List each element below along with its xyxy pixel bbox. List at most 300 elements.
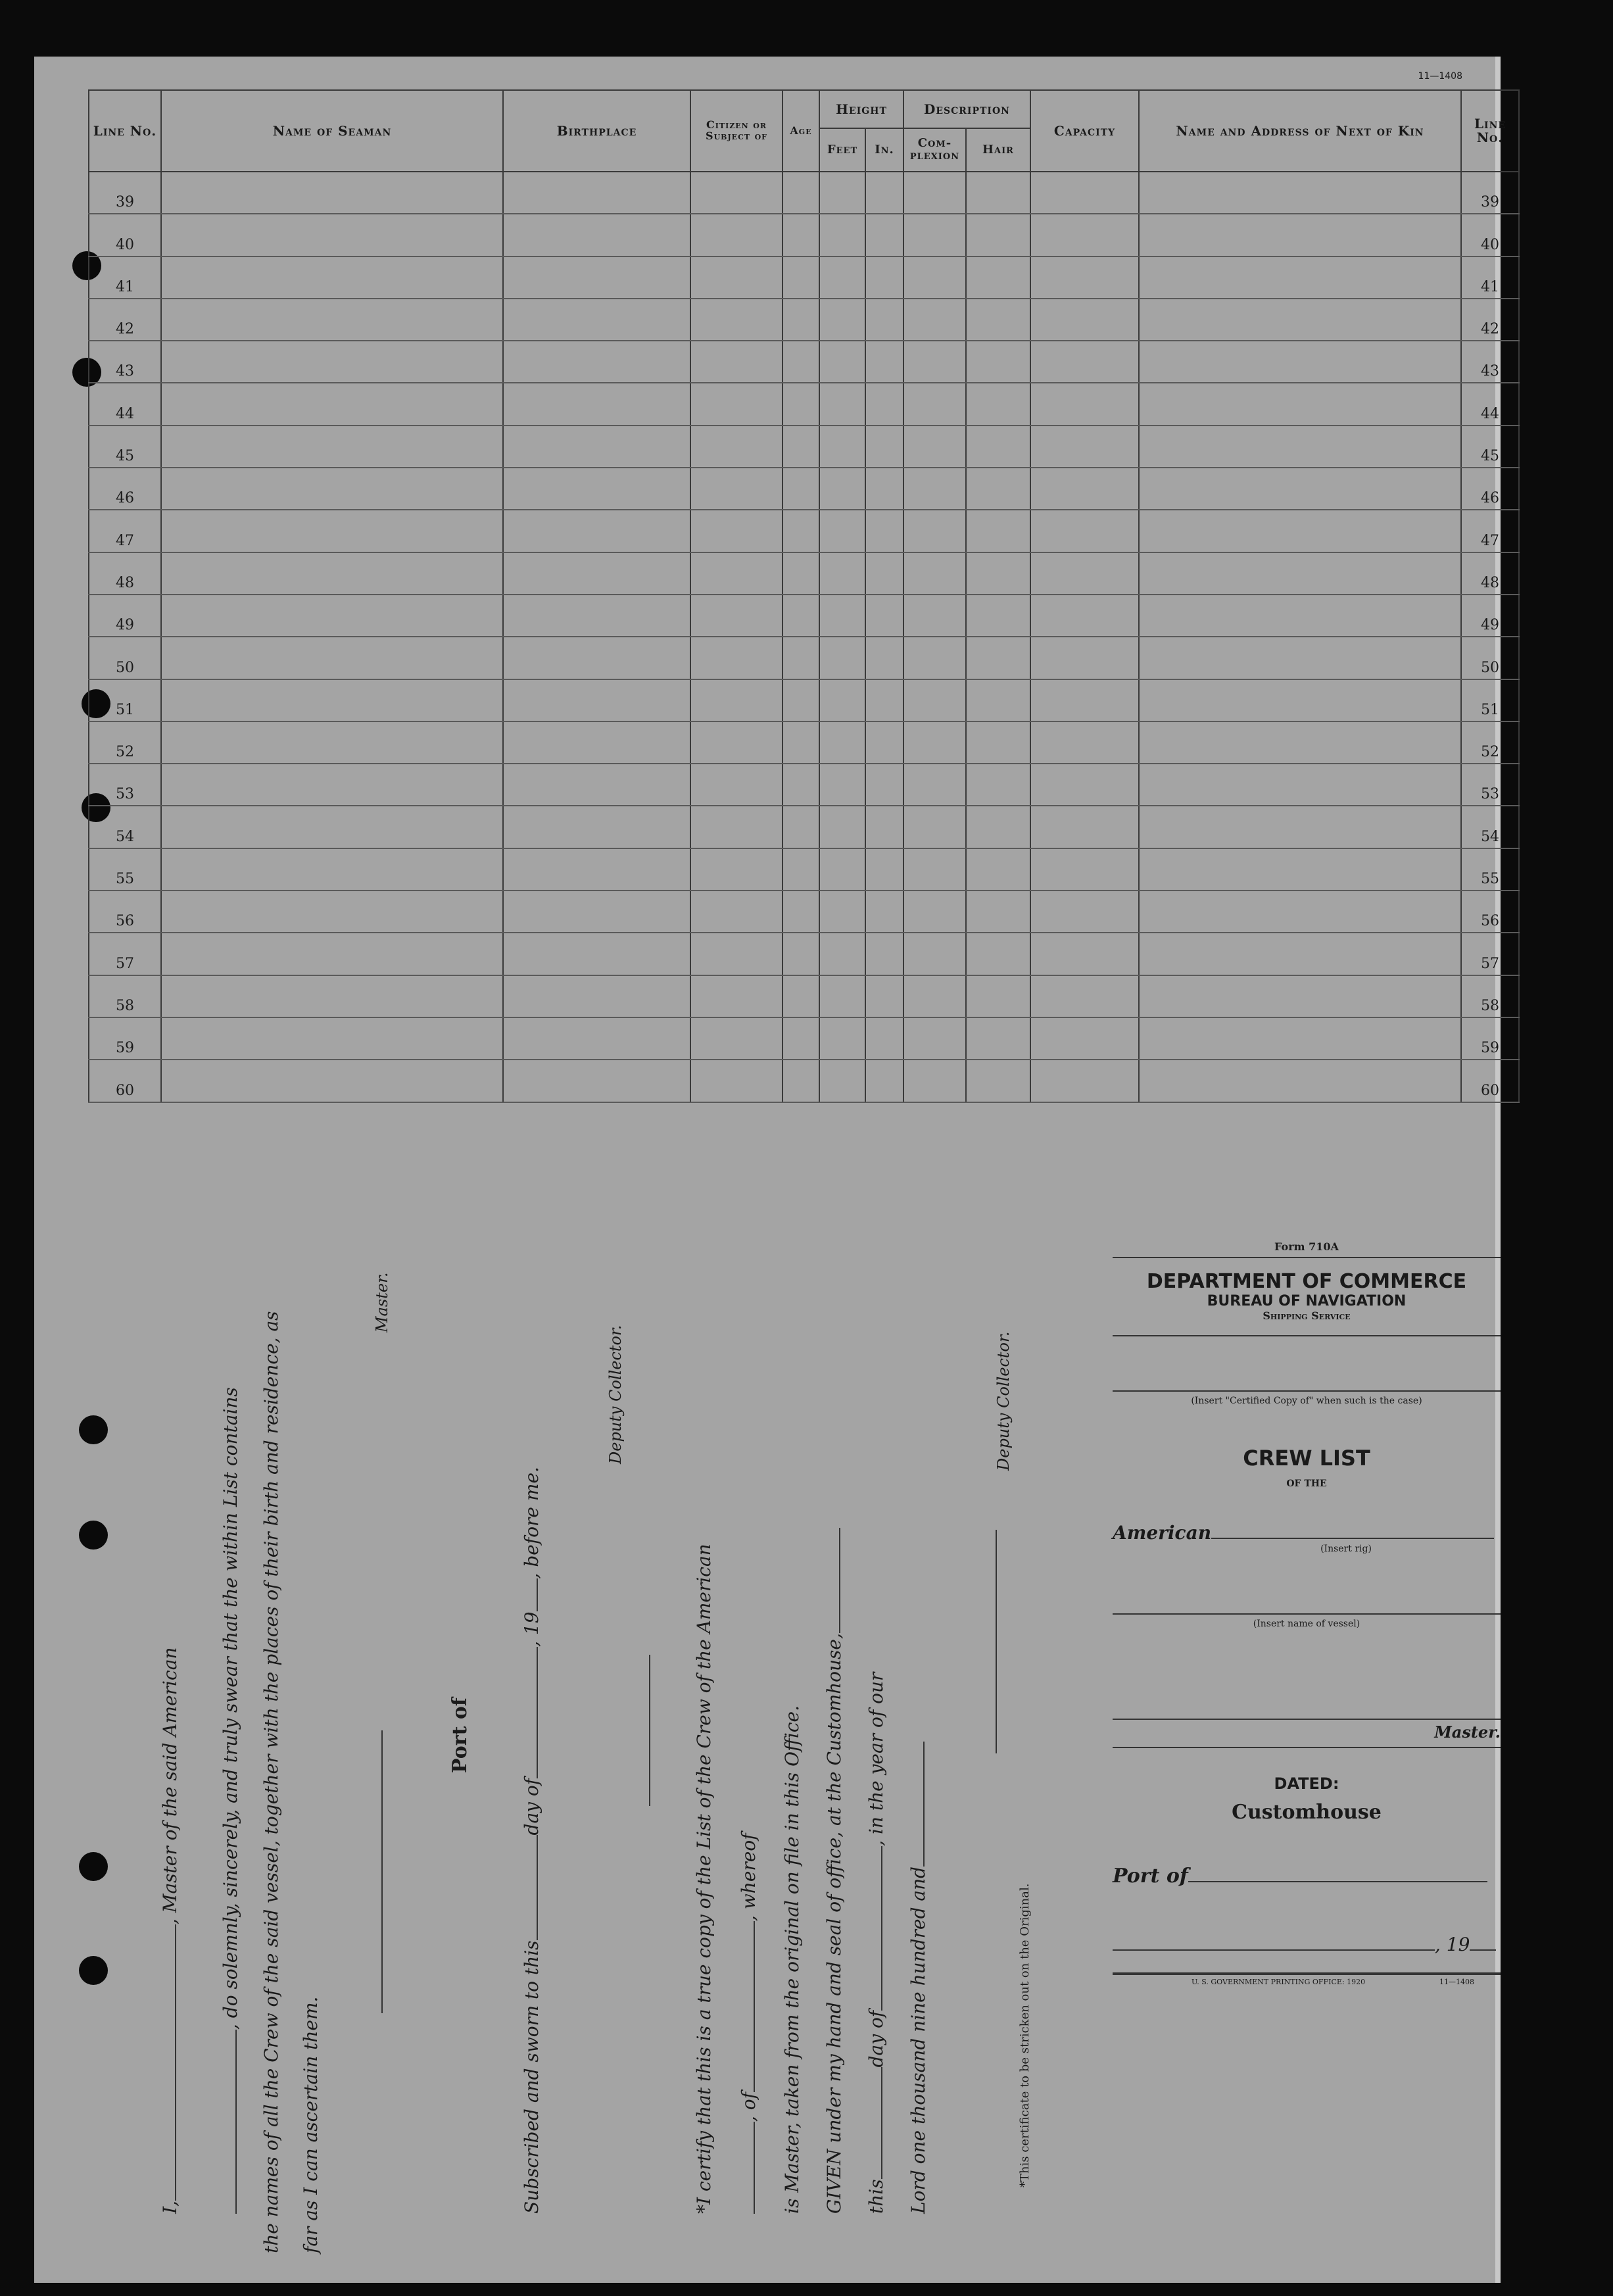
header-line-no-right: Line No.: [1461, 90, 1519, 172]
table-cell: [1030, 1017, 1139, 1060]
table-cell: [966, 848, 1030, 891]
table-cell: [1030, 806, 1139, 848]
insert-name-note: (Insert name of vessel): [1253, 1619, 1360, 1629]
line-number-right: 50: [1461, 637, 1519, 679]
line-number-right: 47: [1461, 510, 1519, 552]
table-row: [89, 383, 1519, 425]
table-row: [89, 426, 1519, 468]
table-cell: [1030, 299, 1139, 341]
lord-line: Lord one thousand nine hundred and: [907, 1742, 929, 2214]
line-number-right: 55: [1461, 848, 1519, 891]
table-cell: [865, 764, 903, 806]
line-number: 51: [89, 679, 161, 721]
table-cell: [690, 299, 782, 341]
line-number-right: 48: [1461, 552, 1519, 595]
port-of-label: Port of: [448, 1698, 471, 1773]
table-cell: [966, 679, 1030, 721]
line-number: 52: [89, 721, 161, 764]
table-cell: [690, 848, 782, 891]
table-cell: [690, 341, 782, 383]
table-cell: [690, 721, 782, 764]
table-cell: [1139, 256, 1461, 299]
table-cell: [903, 848, 966, 891]
table-cell: [503, 975, 690, 1017]
table-row: [89, 637, 1519, 679]
signature-rule: [649, 1655, 650, 1806]
table-cell: [903, 595, 966, 637]
table-cell: [819, 637, 865, 679]
table-cell: [865, 383, 903, 425]
line-number: 50: [89, 637, 161, 679]
table-cell: [503, 214, 690, 256]
table-cell: [903, 426, 966, 468]
table-cell: [690, 383, 782, 425]
table-row: [89, 764, 1519, 806]
table-cell: [690, 426, 782, 468]
insert-certified-note: (Insert "Certified Copy of" when such is the case): [1191, 1396, 1422, 1406]
table-cell: [1030, 552, 1139, 595]
table-cell: [903, 214, 966, 256]
oath-line-4: far as I can ascertain them.: [300, 1996, 322, 2253]
table-cell: [903, 299, 966, 341]
table-cell: [782, 256, 819, 299]
table-cell: [865, 426, 903, 468]
bureau-title: BUREAU OF NAVIGATION: [1207, 1293, 1407, 1309]
header-birthplace: Birthplace: [503, 90, 690, 172]
table-cell: [865, 721, 903, 764]
table-cell: [1139, 595, 1461, 637]
table-cell: [161, 721, 503, 764]
table-cell: [1030, 595, 1139, 637]
table-cell: [819, 172, 865, 214]
of-the-label: OF THE: [1286, 1478, 1327, 1489]
crew-table: [88, 89, 1520, 1103]
table-cell: [865, 172, 903, 214]
header-next-of-kin: Name and Address of Next of Kin: [1139, 90, 1461, 172]
table-cell: [819, 552, 865, 595]
table-cell: [782, 933, 819, 975]
line-number: 39: [89, 172, 161, 214]
oath-line-2: , do solemnly, sincerely, and truly swear that the within List contains: [220, 1387, 241, 2214]
table-cell: [782, 806, 819, 848]
table-cell: [966, 510, 1030, 552]
table-cell: [1139, 172, 1461, 214]
table-cell: [903, 256, 966, 299]
table-cell: [503, 341, 690, 383]
table-cell: [966, 468, 1030, 510]
deputy-collector-label: Deputy Collector.: [606, 1325, 625, 1464]
table-cell: [865, 299, 903, 341]
header-complexion: Com-plexion: [903, 128, 966, 172]
line-number-right: 56: [1461, 891, 1519, 933]
master-signature-line: [368, 1730, 387, 2013]
table-cell: [503, 1017, 690, 1060]
header-capacity: Capacity: [1030, 90, 1139, 172]
table-cell: [1030, 721, 1139, 764]
line-number: 55: [89, 848, 161, 891]
table-row: [89, 172, 1519, 214]
table-cell: [161, 468, 503, 510]
table-cell: [503, 468, 690, 510]
table-cell: [865, 214, 903, 256]
header-name-of-seaman: Name of Seaman: [161, 90, 503, 172]
table-cell: [865, 637, 903, 679]
line-number: 57: [89, 933, 161, 975]
table-cell: [782, 595, 819, 637]
line-number: 60: [89, 1060, 161, 1102]
table-cell: [503, 595, 690, 637]
table-cell: [1139, 1060, 1461, 1102]
table-cell: [1030, 1060, 1139, 1102]
table-cell: [819, 595, 865, 637]
master-label-cover: Master.: [1434, 1722, 1501, 1742]
line-number-right: 58: [1461, 975, 1519, 1017]
table-cell: [966, 1060, 1030, 1102]
table-cell: [503, 426, 690, 468]
table-cell: [819, 1017, 865, 1060]
table-cell: [161, 975, 503, 1017]
table-cell: [690, 679, 782, 721]
table-cell: [903, 383, 966, 425]
table-row: [89, 721, 1519, 764]
line-number-right: 45: [1461, 426, 1519, 468]
table-cell: [819, 468, 865, 510]
table-cell: [1030, 214, 1139, 256]
customhouse-label: Customhouse: [1232, 1801, 1382, 1824]
table-cell: [1030, 933, 1139, 975]
line-number: 41: [89, 256, 161, 299]
table-cell: [690, 975, 782, 1017]
table-cell: [966, 891, 1030, 933]
line-number: 44: [89, 383, 161, 425]
table-cell: [865, 848, 903, 891]
table-row: [89, 891, 1519, 933]
table-cell: [1139, 383, 1461, 425]
table-cell: [690, 933, 782, 975]
table-cell: [161, 341, 503, 383]
table-cell: [782, 1017, 819, 1060]
of-whereof-line: , of, whereof: [738, 1833, 759, 2214]
table-cell: [782, 341, 819, 383]
printing-office: U. S. GOVERNMENT PRINTING OFFICE: 1920: [1192, 1978, 1366, 1986]
table-cell: [161, 679, 503, 721]
line-number: 45: [89, 426, 161, 468]
subscribed-line: Subscribed and sworn to thisday of, 19, before me.: [521, 1467, 542, 2214]
table-cell: [161, 510, 503, 552]
table-cell: [966, 383, 1030, 425]
table-cell: [966, 975, 1030, 1017]
table-cell: [966, 721, 1030, 764]
form-code-top: 11—1408: [1418, 71, 1462, 82]
line-number: 40: [89, 214, 161, 256]
table-row: [89, 552, 1519, 595]
table-cell: [903, 552, 966, 595]
table-cell: [1139, 426, 1461, 468]
table-cell: [503, 299, 690, 341]
table-cell: [1139, 764, 1461, 806]
table-cell: [819, 848, 865, 891]
table-cell: [782, 299, 819, 341]
table-cell: [1139, 214, 1461, 256]
table-cell: [690, 1060, 782, 1102]
line-number: 59: [89, 1017, 161, 1060]
table-cell: [503, 933, 690, 975]
table-cell: [819, 214, 865, 256]
table-cell: [503, 679, 690, 721]
table-cell: [161, 1017, 503, 1060]
table-row: [89, 848, 1519, 891]
table-cell: [903, 764, 966, 806]
table-cell: [690, 510, 782, 552]
table-cell: [690, 256, 782, 299]
deputy-collector-rule: [982, 1530, 1001, 1753]
dated-label: DATED:: [1274, 1774, 1339, 1793]
header-age: Age: [782, 90, 819, 172]
table-cell: [966, 933, 1030, 975]
table-cell: [782, 172, 819, 214]
table-row: [89, 468, 1519, 510]
table-cell: [782, 764, 819, 806]
table-cell: [1030, 975, 1139, 1017]
table-cell: [903, 679, 966, 721]
table-cell: [1030, 764, 1139, 806]
table-cell: [865, 891, 903, 933]
table-cell: [966, 341, 1030, 383]
table-cell: [865, 1060, 903, 1102]
line-number-right: 42: [1461, 299, 1519, 341]
table-cell: [1139, 679, 1461, 721]
table-row: [89, 595, 1519, 637]
master-label: Master.: [373, 1272, 391, 1332]
table-cell: [1139, 848, 1461, 891]
table-cell: [865, 341, 903, 383]
table-cell: [782, 552, 819, 595]
line-number-right: 40: [1461, 214, 1519, 256]
table-cell: [819, 299, 865, 341]
table-cell: [966, 426, 1030, 468]
table-row: [89, 1017, 1519, 1060]
table-cell: [819, 891, 865, 933]
table-cell: [865, 1017, 903, 1060]
table-cell: [1139, 637, 1461, 679]
table-cell: [161, 214, 503, 256]
given-line: GIVEN under my hand and seal of office, at the Customhouse,: [823, 1528, 845, 2214]
table-cell: [161, 595, 503, 637]
table-cell: [503, 552, 690, 595]
table-cell: [1030, 426, 1139, 468]
table-cell: [782, 214, 819, 256]
table-row: [89, 256, 1519, 299]
table-cell: [161, 552, 503, 595]
table-cell: [161, 256, 503, 299]
table-cell: [782, 891, 819, 933]
table-cell: [819, 933, 865, 975]
table-cell: [782, 426, 819, 468]
table-cell: [503, 256, 690, 299]
line-number: 46: [89, 468, 161, 510]
table-cell: [903, 806, 966, 848]
table-cell: [503, 510, 690, 552]
line-number: 48: [89, 552, 161, 595]
table-cell: [1139, 1017, 1461, 1060]
table-cell: [161, 426, 503, 468]
table-row: [89, 214, 1519, 256]
table-cell: [819, 975, 865, 1017]
document-page: [34, 57, 1506, 2283]
table-cell: [966, 552, 1030, 595]
table-cell: [690, 764, 782, 806]
table-cell: [1030, 256, 1139, 299]
table-row: [89, 806, 1519, 848]
table-cell: [161, 172, 503, 214]
table-cell: [903, 891, 966, 933]
table-cell: [966, 172, 1030, 214]
table-cell: [966, 764, 1030, 806]
table-row: [89, 679, 1519, 721]
table-cell: [782, 637, 819, 679]
header-in: In.: [865, 128, 903, 172]
table-cell: [690, 172, 782, 214]
table-cell: [903, 933, 966, 975]
oath-line-3: the names of all the Crew of the said vessel, together with the places of their birth and residence, as: [260, 1311, 282, 2253]
table-cell: [903, 975, 966, 1017]
table-cell: [966, 256, 1030, 299]
table-row: [89, 933, 1519, 975]
table-cell: [782, 721, 819, 764]
american-line: American: [1113, 1522, 1501, 1544]
line-number-right: 52: [1461, 721, 1519, 764]
table-cell: [1030, 891, 1139, 933]
table-cell: [690, 637, 782, 679]
table-cell: [903, 510, 966, 552]
table-cell: [503, 721, 690, 764]
line-number: 42: [89, 299, 161, 341]
table-cell: [903, 1060, 966, 1102]
table-cell: [503, 891, 690, 933]
table-cell: [966, 595, 1030, 637]
footnote: *This certificate to be stricken out on the Original.: [1018, 1883, 1032, 2187]
table-cell: [161, 848, 503, 891]
port-of-line: Port of: [1113, 1865, 1501, 1888]
table-cell: [966, 1017, 1030, 1060]
line-number-right: 46: [1461, 468, 1519, 510]
table-cell: [690, 214, 782, 256]
table-cell: [161, 1060, 503, 1102]
table-cell: [1030, 341, 1139, 383]
form-code-bottom: 11—1408: [1439, 1978, 1474, 1986]
table-cell: [161, 933, 503, 975]
table-cell: [865, 595, 903, 637]
line-number-right: 53: [1461, 764, 1519, 806]
table-cell: [503, 806, 690, 848]
line-number-right: 49: [1461, 595, 1519, 637]
table-cell: [690, 595, 782, 637]
table-cell: [903, 637, 966, 679]
table-cell: [161, 764, 503, 806]
year-line: , 19: [1113, 1934, 1501, 1955]
table-cell: [1139, 721, 1461, 764]
table-cell: [1030, 468, 1139, 510]
table-cell: [819, 1060, 865, 1102]
table-cell: [903, 468, 966, 510]
table-cell: [966, 299, 1030, 341]
table-cell: [782, 383, 819, 425]
deputy-collector-label-2: Deputy Collector.: [994, 1331, 1013, 1471]
table-cell: [865, 468, 903, 510]
table-row: [89, 341, 1519, 383]
service-title: Shipping Service: [1263, 1309, 1351, 1322]
table-cell: [819, 806, 865, 848]
table-cell: [903, 172, 966, 214]
table-cell: [161, 299, 503, 341]
table-row: [89, 299, 1519, 341]
table-cell: [161, 637, 503, 679]
table-cell: [966, 214, 1030, 256]
table-cell: [1030, 510, 1139, 552]
line-number: 47: [89, 510, 161, 552]
header-line-no: Line No.: [89, 90, 161, 172]
line-number: 58: [89, 975, 161, 1017]
certify-line: *I certify that this is a true copy of the List of the Crew of the American: [693, 1544, 715, 2214]
table-cell: [865, 679, 903, 721]
header-feet: Feet: [819, 128, 865, 172]
table-cell: [966, 806, 1030, 848]
table-cell: [1030, 172, 1139, 214]
table-cell: [503, 383, 690, 425]
table-cell: [782, 975, 819, 1017]
oath-line-1: I,, Master of the said American: [159, 1647, 181, 2214]
table-cell: [1139, 891, 1461, 933]
table-cell: [903, 721, 966, 764]
line-number-right: 57: [1461, 933, 1519, 975]
is-master-line: is Master, taken from the original on file in this Office.: [781, 1705, 803, 2214]
header-hair: Hair: [966, 128, 1030, 172]
table-cell: [690, 806, 782, 848]
table-cell: [161, 383, 503, 425]
line-number-right: 41: [1461, 256, 1519, 299]
table-cell: [819, 679, 865, 721]
line-number-right: 39: [1461, 172, 1519, 214]
header-description: Description: [903, 90, 1030, 128]
form-number: Form 710A: [1274, 1240, 1339, 1253]
table-cell: [1030, 848, 1139, 891]
table-cell: [1139, 299, 1461, 341]
insert-rig-note: (Insert rig): [1320, 1544, 1372, 1554]
table-cell: [690, 552, 782, 595]
table-cell: [819, 383, 865, 425]
table-cell: [819, 256, 865, 299]
table-cell: [865, 256, 903, 299]
cover-panel: [1113, 1240, 1501, 1991]
table-cell: [503, 172, 690, 214]
table-cell: [1139, 468, 1461, 510]
table-cell: [1030, 679, 1139, 721]
this-day-line: thisday of, in the year of our: [865, 1672, 887, 2214]
table-cell: [1139, 806, 1461, 848]
table-cell: [865, 552, 903, 595]
table-cell: [1139, 975, 1461, 1017]
table-cell: [1139, 510, 1461, 552]
table-cell: [865, 975, 903, 1017]
table-cell: [819, 426, 865, 468]
table-cell: [690, 891, 782, 933]
line-number-right: 60: [1461, 1060, 1519, 1102]
table-cell: [819, 764, 865, 806]
table-row: [89, 1060, 1519, 1102]
table-cell: [865, 510, 903, 552]
table-cell: [903, 341, 966, 383]
table-cell: [782, 510, 819, 552]
